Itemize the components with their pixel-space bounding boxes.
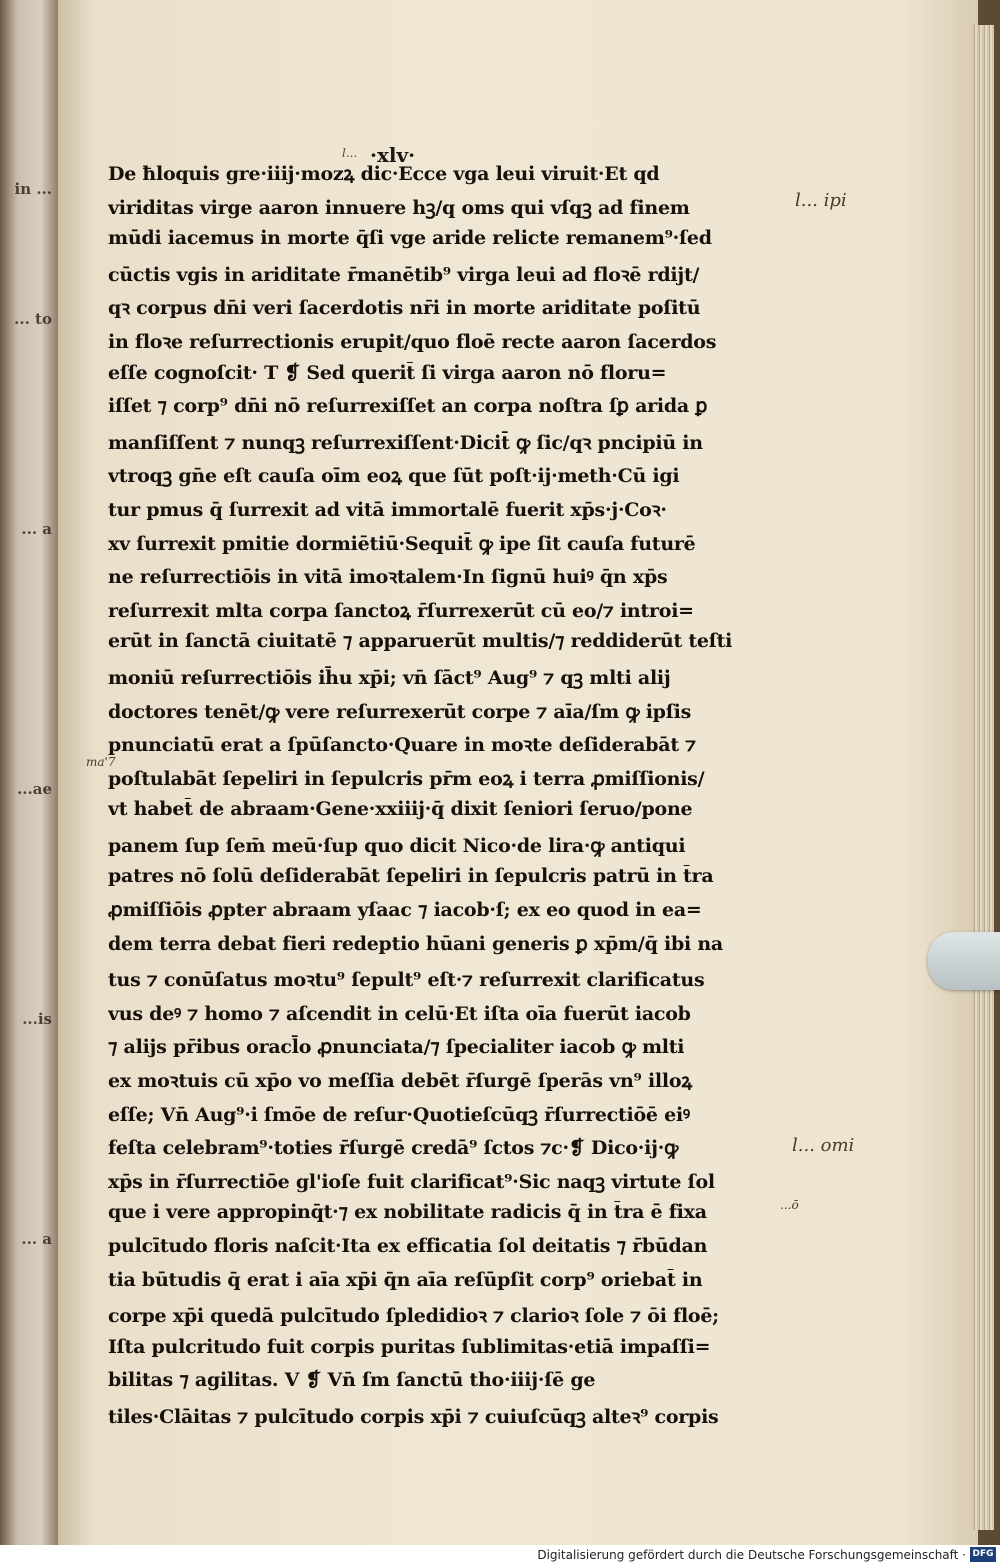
text-line: eſſe; Vn̄ Aug⁹·i ſmōe de reſur·Quotieſcūqꝫ r̄ſurrectiōē eiꝰ <box>108 1103 690 1126</box>
text-line: tur pmus q̄ ſurrexit ad vitā immortalē fuerit xp̄s·j·Coꝛ· <box>108 498 667 521</box>
text-line: reſurrexit mlta corpa ſanctoꝝ r̄ſurrexerūt cū eo/⁊ introi= <box>108 599 694 622</box>
text-line: corpe xp̄i quedā pulcītudo ſpledidioꝛ ⁊ clarioꝛ ſole ⁊ ōi floē; <box>108 1305 719 1328</box>
text-line: moniū reſurrectiōis ih̄u xp̄i; vn̄ ſāct⁹ Aug⁹ ⁊ qꝫ mlti alij <box>108 666 671 689</box>
text-line: xv ſurrexit pmitie dormiētiū·Sequit̄ ꝙ ipe ſit cauſa futurē <box>108 532 696 555</box>
text-line: tus ⁊ conūſatus moꝛtu⁹ ſepult⁹ eſt·⁊ reſurrexit clarificatus <box>108 969 705 992</box>
text-line: bilitas ⁊ agilitas. V ❡ Vn̄ ſm ſanctū tho·iiij·ſē ge <box>108 1369 596 1392</box>
folio-number: ·xlv· <box>370 143 416 167</box>
text-line: De ħloquis gre·iiij·mozꝝ dic·Ecce vga leui viruit·Et qd <box>108 163 660 185</box>
text-line: qꝛ corpus dn̄i veri ſacerdotis nr̄i in morte ariditate poſitū <box>108 297 701 320</box>
left-page-fragment: ... a <box>21 1230 52 1248</box>
text-line: erūt in ſanctā ciuitatē ⁊ apparuerūt multis/⁊ reddiderūt teſti <box>108 630 733 653</box>
main-text-block <box>108 160 773 1437</box>
text-line: in floꝛe reſurrectionis erupit/quo floē recte aaron ſacerdos <box>108 330 717 353</box>
margin-note: l... ipi <box>795 190 847 211</box>
text-line: vtroqꝫ gn̄e eſt cauſa oīm eoꝝ que ſūt poſt·ij·meth·Cū igi <box>108 465 680 488</box>
left-page-edge <box>0 0 58 1545</box>
text-line: patres nō ſolū deſiderabāt ſepeliri in ſepulcris patrū in t̄ra <box>108 865 714 888</box>
text-line: vus deꝰ ⁊ homo ⁊ aſcendit in celū·Et iſta oīa fuerūt iacob <box>108 1002 691 1025</box>
text-line: tiles·Clāitas ⁊ pulcītudo corpis xp̄i ⁊ cuiuſcūqꝫ alteꝛ⁹ corpis <box>108 1405 719 1428</box>
text-line: doctores tenēt/ꝙ vere reſurrexerūt corpe ⁊ aīa/ſm ꝙ ipſis <box>108 700 692 723</box>
left-page-fragment: ... to <box>14 310 52 328</box>
text-line: Iſta pulcritudo fuit corpis puritas ſublimitas·etiā impaſſi= <box>108 1335 711 1358</box>
text-line: ne reſurrectiōis in vitā imoꝛtalem·In ſignū huiꝰ q̄n xp̄s <box>108 566 668 589</box>
text-line: viriditas virge aaron innuere hꝫ/q oms qui vſqꝫ ad finem <box>108 196 690 219</box>
margin-note: ma'7 <box>86 755 116 769</box>
text-line: tia būtudis q̄ erat i aīa xp̄i q̄n aīa reſūpſit corp⁹ oriebat̄ in <box>108 1268 703 1291</box>
folio-annotation: l... <box>342 146 358 160</box>
text-line: ex moꝛtuis cū xp̄o vo meſſia debēt r̄ſurgē ſperās vn⁹ illoꝝ <box>108 1070 693 1093</box>
text-line: pnunciatū erat a ſpūſancto·Quare in moꝛte deſiderabāt ⁊ <box>108 734 696 757</box>
text-line: manſiſſent ⁊ nunqꝫ reſurrexiſſent·Dicit̄ ꝙ ſic/qꝛ pncipiū in <box>108 431 703 454</box>
margin-note: ...ō <box>780 1198 799 1212</box>
text-line: poſtulabāt ſepeliri in ſepulcris pr̄m eoꝝ i terra ꝓmiſſionis/ <box>108 767 705 790</box>
left-page-fragment: ...is <box>22 1010 52 1028</box>
text-line: feſta celebram⁹·toties r̄ſurgē credā⁹ ſctos ⁊c·❡ Dico·ij·ꝙ <box>108 1137 679 1160</box>
text-line: pulcītudo floris naſcit·Ita ex efficatia ſol deitatis ⁊ r̄būdan <box>108 1235 708 1257</box>
margin-note: l... omi <box>792 1135 855 1156</box>
text-line: ꝓmiſſiōis ꝓpter abraam yſaac ⁊ iacob·ſ; ex eo quod in ea= <box>108 899 702 922</box>
text-line: panem ſup ſem̄ meū·ſup quo dicit Nico·de lira·ꝙ antiqui <box>108 834 686 857</box>
funding-credit: Digitalisierung gefördert durch die Deutsche Forschungsgemeinschaft · <box>537 1548 966 1562</box>
text-line: dem terra debat fieri redeptio hūani generis ꝑ xp̄m/q̄ ibi na <box>108 932 723 955</box>
page-tab-marker <box>928 932 1000 990</box>
dfg-logo: DFG <box>970 1547 996 1562</box>
text-line: cūctis vgis in ariditate r̄manētib⁹ virga leui ad floꝛē rdijt/ <box>108 263 700 286</box>
text-line: vt habet̄ de abraam·Gene·xxiiij·q̄ dixit ſeniori ſeruo/pone <box>108 798 693 821</box>
text-line: mūdi iacemus in morte q̄ſi vge aride relicte remanem⁹·ſed <box>108 227 712 250</box>
text-line: xp̄s in r̄ſurrectiōe gl'ioſe fuit clarificat⁹·Sic naqꝫ virtute ſol <box>108 1170 715 1193</box>
text-line: ⁊ alijs pr̄ibus oracl̄o ꝓnunciata/⁊ ſpecialiter iacob ꝙ mlti <box>108 1036 685 1059</box>
text-line: que i vere appropinq̄t·⁊ ex nobilitate radicis q̄ in t̄ra ē fixa <box>108 1201 707 1224</box>
page-stack-edge <box>972 25 994 1530</box>
left-page-fragment: in ... <box>14 180 52 198</box>
text-line: iſſet ⁊ corp⁹ dn̄i nō reſurrexiſſet an corpa noſtra ſꝑ arida ꝑ <box>108 395 708 418</box>
text-line: eſſe cognoſcit· T ❡ Sed querit̄ ſi virga aaron nō floru= <box>108 361 667 384</box>
left-page-fragment: ...ae <box>17 780 52 798</box>
left-page-fragment: ... a <box>21 520 52 538</box>
